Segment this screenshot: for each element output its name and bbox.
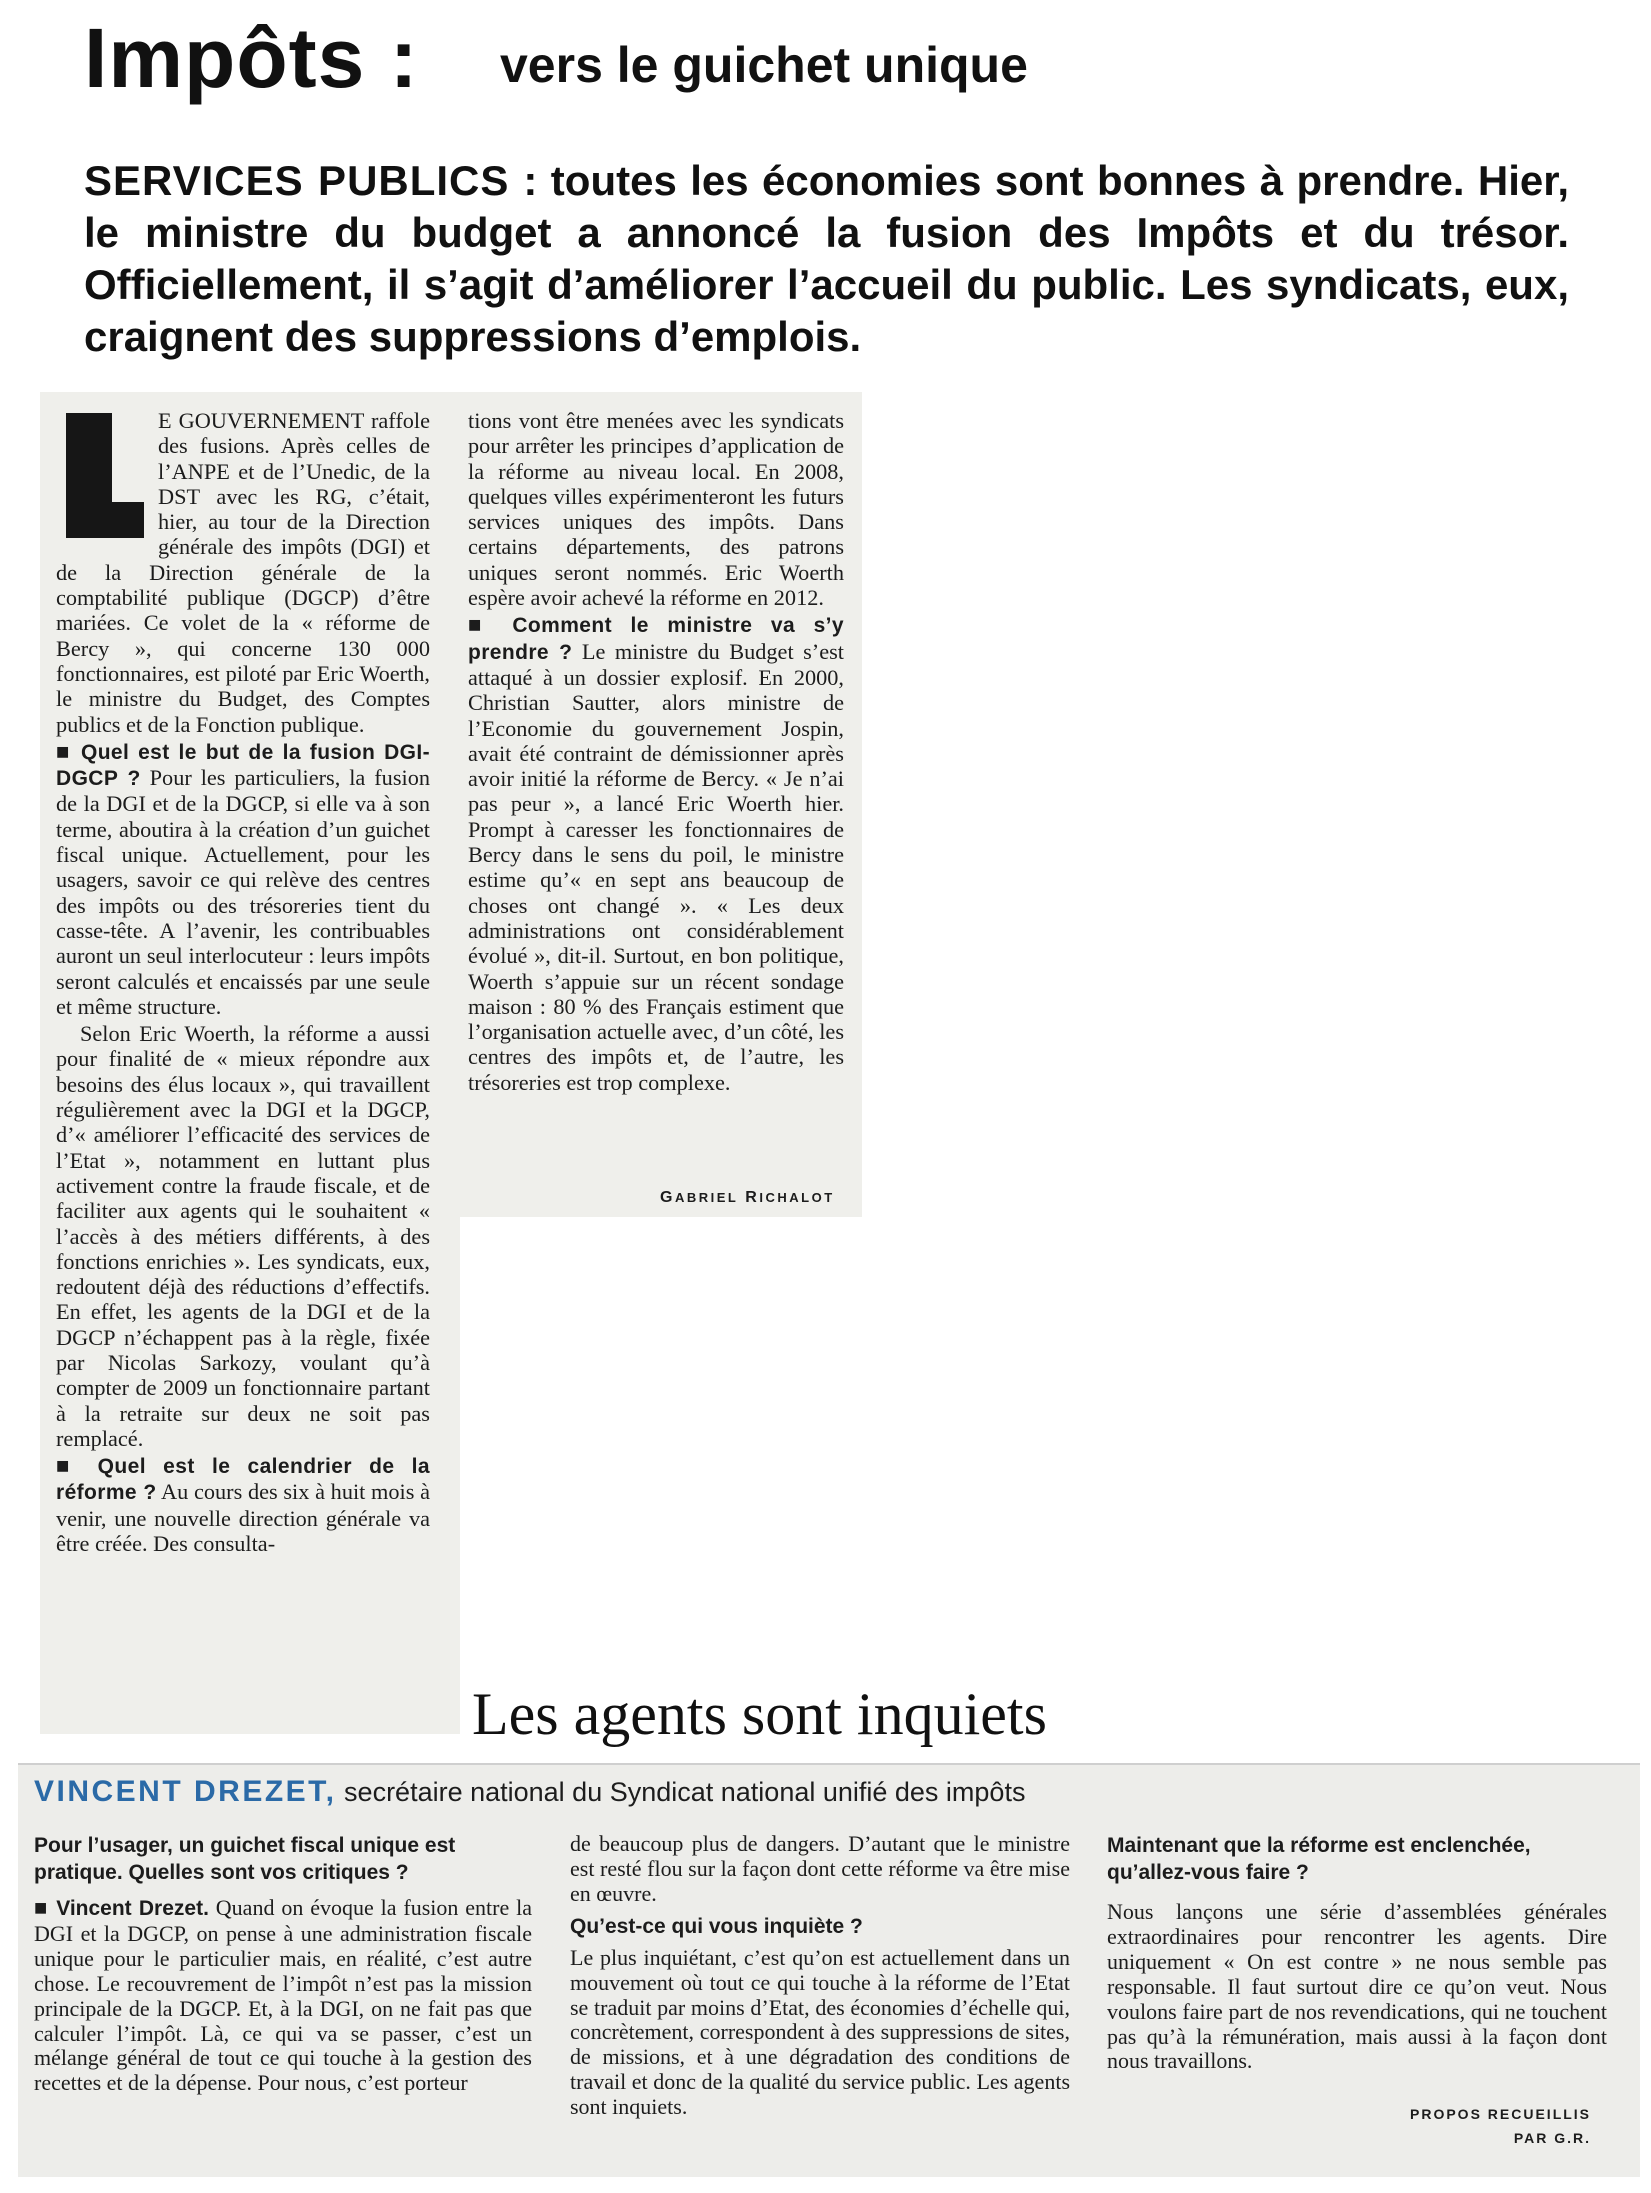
lede-paragraph xyxy=(84,155,1569,363)
lede-text: : toutes les économies sont bonnes à prendre. Hier, le ministre du budget a annoncé la fusion des Impôts et du trésor. Officiellement, il s’agit d’améliorer l’accueil du public. Les syndicats, eux, craignent des suppressions d’emplois. xyxy=(84,157,1569,360)
article-column-2 xyxy=(468,408,844,1095)
interview-credit: PROPOS RECUEILLIS PAR G.R. xyxy=(1410,2106,1592,2146)
article-paragraph-5: Le ministre du Budget s’est attaqué à un dossier explosif. En 2000, Christian Sautter, alors ministre de l’Economie du gouvernement Jospin, avait été contraint de démissionner après avoir initié la réforme de Bercy. « Je n’ai pas peur », a lancé Eric Woerth hier. Prompt à caresser les fonctionnaires de Bercy dans le sens du poil, le ministre estime qu’« en sept ans beaucoup de choses ont changé ». « Les deux administrations ont considérablement évolué », dit-il. Surtout, en bon politique, Woerth s’appuie sur un récent sondage maison : 80 % des Français estiment que l’organisation actuelle avec, d’un côté, les centres des impôts et, de l’autre, les trésoreries est trop complexe. xyxy=(468,638,845,1095)
lede-kicker: SERVICES PUBLICS xyxy=(84,157,510,204)
article-question-1: ■ Quel est le but de la fusion DGI-DGCP ? Pour les particuliers, la fusion de la DGI et de la DGCP, si elle va à son terme, aboutira à la création d’un guichet fiscal unique. Actuellement, pour les usagers, savoir ce qui relève des centres des impôts ou des trésoreries tient du casse-tête. A l’avenir, les contribuables auront un seul interlocuteur : leurs impôts seront calculés et encaissés par une seule et même structure. xyxy=(56,738,430,1019)
interview-answer-name: Vincent Drezet. xyxy=(56,1897,209,1920)
article-byline: GABRIEL RICHALOT xyxy=(660,1189,835,1206)
interviewee-role: secrétaire national du Syndicat national unifié des impôts xyxy=(344,1777,1026,1807)
interviewee-name: VINCENT DREZET, xyxy=(34,1775,337,1808)
interview-headline: Les agents sont inquiets xyxy=(462,1680,1057,1749)
article-paragraph-4a: Au cours des six à huit mois à venir, une nouvelle direction générale va être créée. Des consulta- xyxy=(56,1479,430,1557)
headline-title: Impôts : xyxy=(84,11,419,105)
interview-column-2 xyxy=(570,1832,1070,2120)
headline-subtitle: vers le guichet unique xyxy=(500,37,1028,93)
article-question-3: ■ Comment le ministre va s’y prendre ? Le ministre du Budget s’est attaqué à un dossier explosif. En 2000, Christian Sautter, alors ministre de l’Economie du gouvernement Jospin, avait été contraint de démissionner après avoir initié la réforme de Bercy. « Je n’ai pas peur », a lancé Eric Woerth hier. Prompt à caresser les fonctionnaires de Bercy dans le sens du poil, le ministre estime qu’« en sept ans beaucoup de choses ont changé ». « Les deux administrations ont considérablement évolué », dit-il. Surtout, en bon politique, Woerth s’appuie sur un récent sondage maison : 80 % des Français estiment que l’organisation actuelle avec, d’un côté, les centres des impôts et, de l’autre, les trésoreries est trop complexe. xyxy=(468,612,845,1095)
interview-question-2: Qu’est-ce qui vous inquiète ? xyxy=(570,1914,863,1938)
interview-column-3 xyxy=(1107,1832,1607,2074)
interview-answer-3: Nous lançons une série d’assemblées générales extraordinaires pour rencontrer les agents. Dire uniquement « On est contre » ne nous semble pas responsable. Il faut surtout dire ce qu’on veut. Nous voulons faire part de nos revendications, qui ne touchent pas qu’à la rémunération, mais aussi à la façon dont nous travaillons. xyxy=(1107,1899,1607,2074)
interview-answer-2: Le plus inquiétant, c’est qu’on est actuellement dans un mouvement où tout ce qui touche à la réforme de l’Etat se traduit par moins d’Etat, des économies d’échelle qui, concrètement, correspondent à des suppressions de sites, de missions, et à une dégradation des conditions de travail et donc de la qualité du service public. Les agents sont inquiets. xyxy=(570,1944,1070,2120)
interview-question-1: Pour l’usager, un guichet fiscal unique est pratique. Quelles sont vos critiques ? xyxy=(34,1834,456,1884)
article-paragraph-2: Pour les particuliers, la fusion de la DGI et de la DGCP, si elle va à son terme, aboutira à la création d’un guichet fiscal unique. Actuellement, pour les usagers, savoir ce qui relève des centres des impôts ou des trésoreries tient du casse-tête. A l’avenir, les contribuables auront un seul interlocuteur : leurs impôts seront calculés et encaissés par une seule et même structure. xyxy=(56,765,430,1019)
article-question-2: ■ Quel est le calendrier de la réforme ? Au cours des six à huit mois à venir, une nouvelle direction générale va être créée. Des consulta- xyxy=(56,1453,430,1557)
interview-column-1 xyxy=(34,1832,532,2096)
article-column-1 xyxy=(56,408,430,1556)
article-paragraph-4b: tions vont être menées avec les syndicats pour arrêter les principes d’application de la réforme au niveau local. En 2008, quelques villes expérimenteront les futurs services uniques des impôts. Dans certains départements, des patrons uniques seront nommés. Eric Woerth espère avoir achevé la réforme en 2012. xyxy=(468,408,844,611)
interview-question-3: Maintenant que la réforme est enclenchée, qu’allez-vous faire ? xyxy=(1107,1834,1531,1884)
article-paragraph-3: Selon Eric Woerth, la réforme a aussi pour finalité de « mieux répondre aux besoins des élus locaux », qui travaillent régulièrement avec la DGI et la DGCP, d’« améliorer l’efficacité des services de l’Etat », notamment en luttant plus activement contre la fraude fiscale, et de faciliter aux agents qui le souhaitent « l’accès à des métiers différents, à des fonctions enrichies ». Les syndicats, eux, redoutent déjà des réductions d’effectifs. En effet, les agents de la DGI et de la DGCP n’échappent pas à la règle, fixée par Nicolas Sarkozy, voulant qu’à compter de 2009 un fonctionnaire partant à la retraite sur deux ne soit pas remplacé. xyxy=(56,1021,430,1451)
interview-answer-1a: ■ Vincent Drezet. Quand on évoque la fusion entre la DGI et la DGCP, on pense à une administration fiscale unique pour le particulier mais, en réalité, c’est autre chose. Le recouvrement de l’impôt n’est pas la mission principale de la DGCP. Et, à la DGI, on ne fait pas que calculer l’impôt. Là, ce qui va se passer, c’est un mélange général de tout ce qui touche à la gestion des recettes et de la dépense. Pour nous, c’est porteur xyxy=(34,1895,533,2096)
interview-answer-1b: de beaucoup plus de dangers. D’autant que le ministre est resté flou sur la façon dont cette réforme va être mise en œuvre. xyxy=(570,1831,1070,1906)
interviewee-line xyxy=(34,1775,1025,1809)
article-paragraph-1: E GOUVERNEMENT raffole des fusions. Après celles de l’ANPE et de l’Unedic, de la DST avec les RG, c’était, hier, au tour de la Direction générale des impôts (DGI) et de la Direction générale de la comptabilité publique (DGCP) d’être mariées. Ce volet de la « réforme de Bercy », qui concerne 130 000 fonctionnaires, est piloté par Eric Woerth, le ministre du Budget, des Comptes publics et de la Fonction publique. xyxy=(56,408,430,737)
